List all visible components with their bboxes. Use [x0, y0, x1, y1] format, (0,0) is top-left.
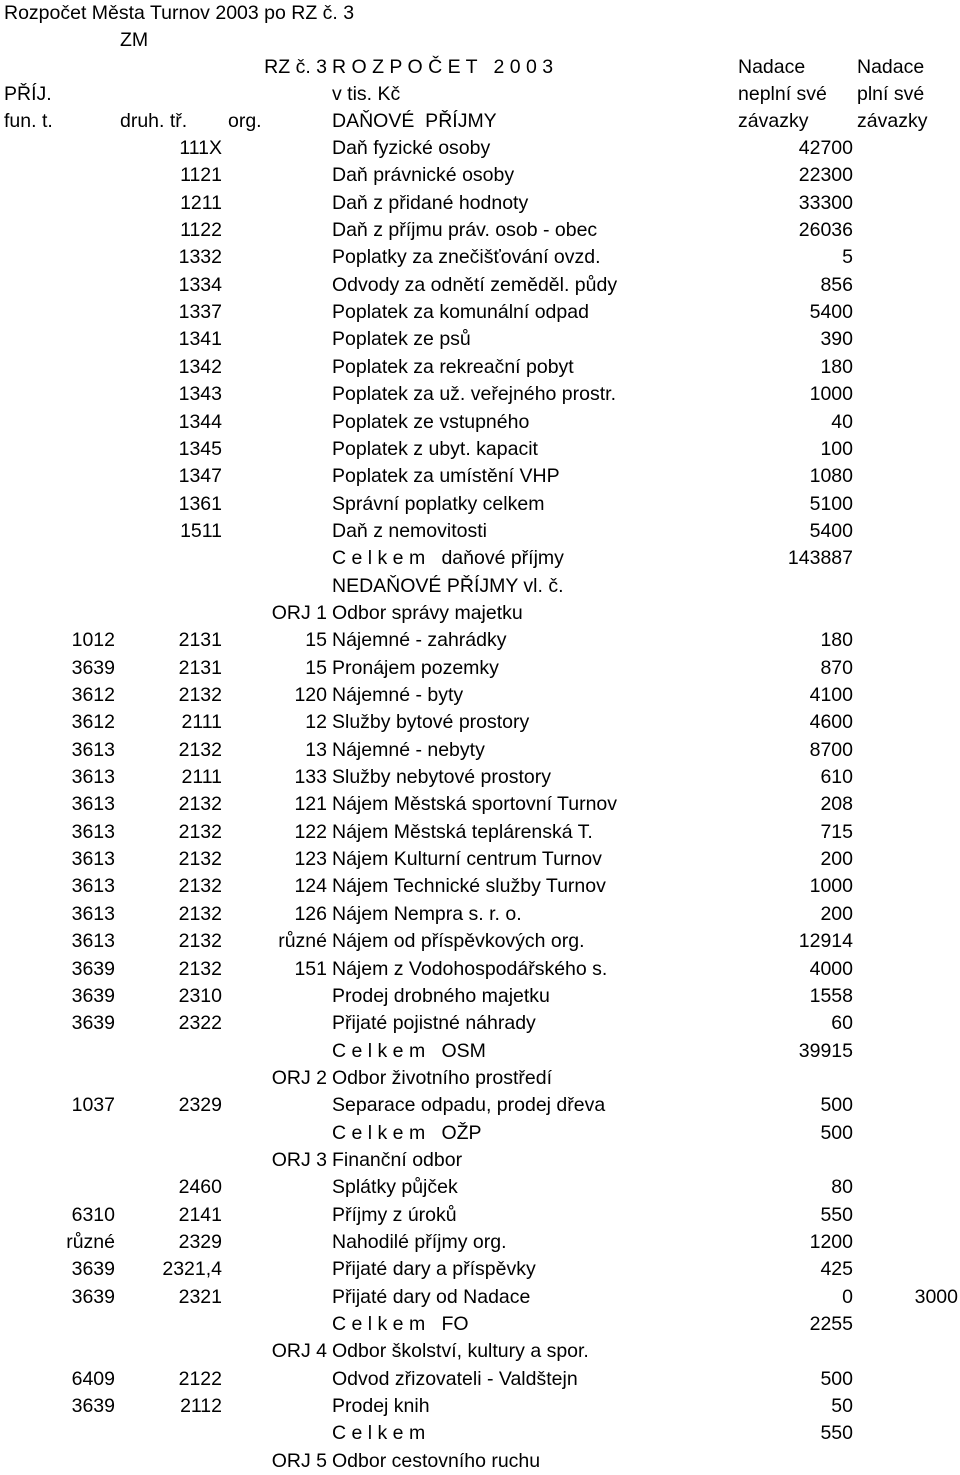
item-text-cell: Přijaté dary od Nadace — [332, 1285, 531, 1308]
amount-cell: 550 — [820, 1422, 853, 1445]
druh-code-cell: 2329 — [178, 1231, 222, 1253]
nadace-col2-header: Nadace — [857, 56, 925, 78]
item-text-cell: Nájemné - zahrádky — [332, 629, 507, 652]
nadace-col1-header: Nadace — [738, 56, 806, 78]
org-code-cell: 133 — [294, 766, 327, 789]
druh-code-cell: 2329 — [178, 1094, 222, 1117]
amount-cell: 22300 — [798, 164, 853, 187]
item-text-cell: Prodej drobného majetku — [332, 984, 550, 1007]
druh-code-cell: 1361 — [178, 492, 222, 515]
druh-code-cell: 1337 — [178, 301, 222, 324]
amount-cell: 143887 — [787, 547, 853, 570]
amount-cell: 500 — [820, 1367, 853, 1390]
amount-cell: 5 — [842, 246, 853, 269]
table-row — [0, 600, 960, 627]
amount-cell: 200 — [820, 848, 853, 871]
druh-code-cell: 2122 — [178, 1367, 222, 1390]
item-text-cell: Nájem Technické služby Turnov — [332, 875, 606, 898]
amount-cell: 12914 — [798, 930, 853, 953]
amount-cell: 4000 — [809, 957, 853, 980]
table-row — [0, 326, 960, 353]
table-row — [0, 956, 960, 983]
table-row — [0, 190, 960, 217]
amount-cell: 39915 — [798, 1039, 853, 1062]
item-text-cell: Odbor životního prostředí — [332, 1066, 553, 1089]
item-text-cell: C e l k e m OSM — [332, 1039, 486, 1062]
org-code-cell: ORJ 3 — [271, 1148, 327, 1171]
item-text-cell: Nájemné - nebyty — [332, 738, 485, 761]
amount-cell: 40 — [831, 410, 853, 433]
item-text-cell: Nájem Městská teplárenská T. — [332, 820, 593, 843]
org-code-cell: 123 — [294, 848, 327, 871]
page-title: Rozpočet Města Turnov 2003 po RZ č. 3 — [4, 2, 355, 24]
druh-code-cell: 2111 — [181, 766, 222, 789]
item-text-cell: Finanční odbor — [332, 1148, 463, 1171]
nadace-amount-cell: 3000 — [914, 1285, 958, 1308]
druh-code-cell: 1344 — [178, 410, 222, 433]
druh-code-cell: 1121 — [180, 164, 222, 187]
item-text-cell: Separace odpadu, prodej dřeva — [332, 1094, 606, 1117]
item-text-cell: Poplatek za už. veřejného prostr. — [332, 383, 616, 406]
item-text-cell: Nájem Nempra s. r. o. — [332, 902, 522, 925]
subtitle-line — [0, 27, 960, 54]
budget-title: R O Z P O Č E T 2 0 0 3 — [332, 56, 554, 78]
fun-code-cell: 3613 — [71, 902, 115, 925]
item-text-cell: Prodej knih — [332, 1395, 430, 1418]
amount-cell: 0 — [842, 1285, 853, 1308]
table-row — [0, 436, 960, 463]
org-code-cell: 121 — [294, 793, 327, 816]
rz-label: RZ č. 3 — [264, 56, 327, 78]
amount-cell: 42700 — [798, 137, 853, 159]
table-row — [0, 1202, 960, 1229]
item-text-cell: Daň z přidané hodnoty — [332, 191, 529, 214]
item-text-cell: C e l k e m OŽP — [332, 1121, 482, 1144]
item-text-cell: Nahodilé příjmy org. — [332, 1231, 507, 1253]
fun-code-cell: 3613 — [71, 930, 115, 953]
nadace-col1-sub: neplní své — [738, 83, 827, 105]
druh-code-cell: 2131 — [178, 629, 222, 652]
nadace-col1-sub2: závazky — [738, 110, 809, 132]
table-row — [0, 709, 960, 736]
item-text-cell: C e l k e m FO — [332, 1313, 469, 1336]
org-code-cell: ORJ 1 — [271, 601, 327, 624]
amount-cell: 80 — [831, 1176, 853, 1199]
amount-cell: 100 — [820, 437, 853, 460]
item-text-cell: Poplatek ze psů — [332, 328, 471, 351]
druh-code-cell: 2132 — [178, 875, 222, 898]
table-row — [0, 846, 960, 873]
org-code-cell: různé — [278, 930, 327, 953]
item-text-cell: Odbor školství, kultury a spor. — [332, 1340, 589, 1363]
table-row — [0, 1065, 960, 1092]
header-row-2 — [0, 81, 960, 108]
fun-code-cell: 6409 — [71, 1367, 115, 1390]
table-row — [0, 1147, 960, 1174]
org-code-cell: 13 — [305, 738, 327, 761]
item-text-cell: Služby nebytové prostory — [332, 766, 551, 789]
druh-code-cell: 1341 — [178, 328, 222, 351]
table-row — [0, 1366, 960, 1393]
org-code-cell: 126 — [294, 902, 327, 925]
fun-code-cell: 3612 — [71, 684, 115, 706]
table-row — [0, 627, 960, 654]
druh-code-cell: 2310 — [178, 984, 222, 1007]
table-row — [0, 217, 960, 244]
org-header: org. — [228, 110, 262, 132]
item-text-cell: Služby bytové prostory — [332, 711, 530, 734]
table-row — [0, 1174, 960, 1201]
druh-code-cell: 2460 — [178, 1176, 222, 1199]
table-row — [0, 682, 960, 709]
amount-cell: 390 — [820, 328, 853, 351]
item-text-cell: Odvod zřizovateli - Valdštejn — [332, 1367, 578, 1390]
item-text-cell: Nájem Kulturní centrum Turnov — [332, 848, 602, 871]
table-row — [0, 901, 960, 928]
table-row — [0, 1448, 960, 1475]
druh-code-cell: 111X — [179, 137, 222, 159]
amount-cell: 425 — [820, 1258, 853, 1281]
table-row — [0, 409, 960, 436]
table-row — [0, 463, 960, 490]
item-text-cell: Nájemné - byty — [332, 684, 464, 706]
amount-cell: 1000 — [809, 383, 853, 406]
fun-code-cell: 3613 — [71, 820, 115, 843]
item-text-cell: Nájem od příspěvkových org. — [332, 930, 585, 953]
druh-code-cell: 2132 — [178, 957, 222, 980]
table-row — [0, 737, 960, 764]
org-code-cell: ORJ 5 — [271, 1449, 327, 1472]
item-text-cell: Přijaté pojistné náhrady — [332, 1012, 536, 1035]
table-row — [0, 1393, 960, 1420]
amount-cell: 26036 — [798, 219, 853, 242]
amount-cell: 180 — [820, 355, 853, 378]
item-text-cell: Přijaté dary a příspěvky — [332, 1258, 536, 1281]
fun-code-cell: 3639 — [71, 1012, 115, 1035]
druh-code-cell: 2132 — [178, 902, 222, 925]
amount-cell: 1000 — [809, 875, 853, 898]
table-row — [0, 1256, 960, 1283]
item-text-cell: Daň z nemovitosti — [332, 519, 487, 542]
item-text-cell: Poplatky za znečišťování ovzd. — [332, 246, 601, 269]
item-text-cell: C e l k e m — [332, 1422, 426, 1445]
amount-cell: 610 — [820, 766, 853, 789]
table-row — [0, 354, 960, 381]
table-row — [0, 1420, 960, 1447]
page-subtitle: ZM — [120, 29, 149, 51]
item-text-cell: Poplatek za umístění VHP — [332, 465, 560, 488]
amount-cell: 4100 — [809, 684, 853, 706]
table-row — [0, 1092, 960, 1119]
table-row — [0, 1284, 960, 1311]
org-code-cell: 151 — [294, 957, 327, 980]
table-row — [0, 1338, 960, 1365]
amount-cell: 5400 — [809, 301, 853, 324]
fun-code-cell: 3639 — [71, 656, 115, 679]
org-code-cell: 15 — [305, 629, 327, 652]
org-code-cell: 15 — [305, 656, 327, 679]
fun-code-cell: 3639 — [71, 984, 115, 1007]
fun-code-cell: 3613 — [71, 766, 115, 789]
amount-cell: 33300 — [798, 191, 853, 214]
table-row — [0, 1120, 960, 1147]
druh-code-cell: 2132 — [178, 848, 222, 871]
amount-cell: 1080 — [809, 465, 853, 488]
fun-header: fun. t. — [4, 110, 53, 132]
item-text-cell: Poplatek za komunální odpad — [332, 301, 589, 324]
table-row — [0, 873, 960, 900]
table-row — [0, 1311, 960, 1338]
item-text-cell: Daň fyzické osoby — [332, 137, 491, 159]
item-text-cell: Pronájem pozemky — [332, 656, 499, 679]
item-text-cell: Správní poplatky celkem — [332, 492, 545, 515]
druh-code-cell: 2141 — [178, 1203, 222, 1226]
druh-code-cell: 2132 — [178, 820, 222, 843]
org-code-cell: 122 — [294, 820, 327, 843]
table-row — [0, 655, 960, 682]
fun-code-cell: 3613 — [71, 738, 115, 761]
fun-code-cell: 1037 — [71, 1094, 115, 1117]
item-text-cell: Splátky půjček — [332, 1176, 458, 1199]
druh-code-cell: 1122 — [180, 219, 222, 242]
table-row — [0, 545, 960, 572]
table-row — [0, 299, 960, 326]
org-code-cell: 120 — [294, 684, 327, 706]
druh-code-cell: 2132 — [178, 684, 222, 706]
org-code-cell: ORJ 2 — [271, 1066, 327, 1089]
druh-code-cell: 2132 — [178, 930, 222, 953]
nadace-col2-sub2: závazky — [857, 110, 928, 132]
units-label: v tis. Kč — [332, 83, 401, 105]
amount-cell: 50 — [831, 1395, 853, 1418]
fun-code-cell: 3639 — [71, 1395, 115, 1418]
amount-cell: 200 — [820, 902, 853, 925]
amount-cell: 4600 — [809, 711, 853, 734]
fun-code-cell: 3639 — [71, 1285, 115, 1308]
org-code-cell: 12 — [305, 711, 327, 734]
item-text-cell: C e l k e m daňové příjmy — [332, 547, 564, 570]
table-row — [0, 381, 960, 408]
fun-code-cell: 3612 — [71, 711, 115, 734]
druh-code-cell: 1345 — [178, 437, 222, 460]
druh-code-cell: 2321 — [178, 1285, 222, 1308]
druh-code-cell: 2132 — [178, 738, 222, 761]
druh-code-cell: 1342 — [178, 355, 222, 378]
druh-code-cell: 2321,4 — [162, 1258, 222, 1281]
item-text-cell: Poplatek za rekreační pobyt — [332, 355, 574, 378]
table-row — [0, 1010, 960, 1037]
fun-code-cell: 3613 — [71, 875, 115, 898]
amount-cell: 500 — [820, 1094, 853, 1117]
table-row — [0, 764, 960, 791]
table-row — [0, 162, 960, 189]
table-row — [0, 1038, 960, 1065]
druh-code-cell: 2112 — [180, 1395, 222, 1418]
title-line — [0, 0, 960, 27]
item-text-cell: Daň z příjmu práv. osob - obec — [332, 219, 598, 242]
amount-cell: 208 — [820, 793, 853, 816]
druh-code-cell: 1511 — [180, 519, 222, 542]
fun-code-cell: 3613 — [71, 793, 115, 816]
fun-code-cell: 3639 — [71, 1258, 115, 1281]
amount-cell: 2255 — [809, 1313, 853, 1336]
table-row — [0, 491, 960, 518]
druh-code-cell: 2132 — [178, 793, 222, 816]
amount-cell: 60 — [831, 1012, 853, 1035]
item-text-cell: Odbor správy majetku — [332, 601, 523, 624]
item-text-cell: Nájem Městská sportovní Turnov — [332, 793, 618, 816]
amount-cell: 5100 — [809, 492, 853, 515]
table-row — [0, 135, 960, 162]
druh-code-cell: 1334 — [178, 273, 222, 296]
amount-cell: 5400 — [809, 519, 853, 542]
table-row — [0, 518, 960, 545]
druh-code-cell: 2131 — [178, 656, 222, 679]
item-text-cell: Poplatek ze vstupného — [332, 410, 530, 433]
item-text-cell: Odvody za odnětí zeměděl. půdy — [332, 273, 618, 296]
druh-code-cell: 1332 — [178, 246, 222, 269]
item-text-cell: Poplatek z ubyt. kapacit — [332, 437, 538, 460]
table-row — [0, 819, 960, 846]
amount-cell: 8700 — [809, 738, 853, 761]
fun-code-cell: 3613 — [71, 848, 115, 871]
amount-cell: 1558 — [809, 984, 853, 1007]
druh-code-cell: 2322 — [178, 1012, 222, 1035]
amount-cell: 550 — [820, 1203, 853, 1226]
amount-cell: 715 — [820, 820, 853, 843]
org-code-cell: ORJ 4 — [271, 1340, 327, 1363]
amount-cell: 500 — [820, 1121, 853, 1144]
amount-cell: 180 — [820, 629, 853, 652]
table-row — [0, 573, 960, 600]
item-text-cell: Odbor cestovního ruchu — [332, 1449, 541, 1472]
item-text-cell: Příjmy z úroků — [332, 1203, 457, 1226]
fun-code-cell: 6310 — [71, 1203, 115, 1226]
item-text-cell: NEDAŇOVÉ PŘÍJMY vl. č. — [332, 574, 564, 597]
druh-code-cell: 1211 — [180, 191, 222, 214]
header-row-1 — [0, 54, 960, 81]
header-row-3 — [0, 108, 960, 135]
druh-code-cell: 1343 — [178, 383, 222, 406]
table-row — [0, 928, 960, 955]
table-row — [0, 1229, 960, 1256]
amount-cell: 870 — [820, 656, 853, 679]
druh-header: druh. tř. — [120, 110, 188, 132]
fun-code-cell: 3639 — [71, 957, 115, 980]
fun-code-cell: 1012 — [71, 629, 115, 652]
section-header: DAŇOVÉ PŘÍJMY — [332, 110, 497, 132]
item-text-cell: Daň právnické osoby — [332, 164, 515, 187]
table-row — [0, 791, 960, 818]
nadace-col2-sub: plní své — [857, 83, 925, 105]
table-row — [0, 272, 960, 299]
prij-label: PŘÍJ. — [4, 83, 52, 105]
item-text-cell: Nájem z Vodohospodářského s. — [332, 957, 608, 980]
fun-code-cell: různé — [66, 1231, 115, 1253]
table-row — [0, 244, 960, 271]
druh-code-cell: 2111 — [181, 711, 222, 734]
org-code-cell: 124 — [294, 875, 327, 898]
amount-cell: 1200 — [809, 1231, 853, 1253]
druh-code-cell: 1347 — [178, 465, 222, 488]
table-row — [0, 983, 960, 1010]
amount-cell: 856 — [820, 273, 853, 296]
